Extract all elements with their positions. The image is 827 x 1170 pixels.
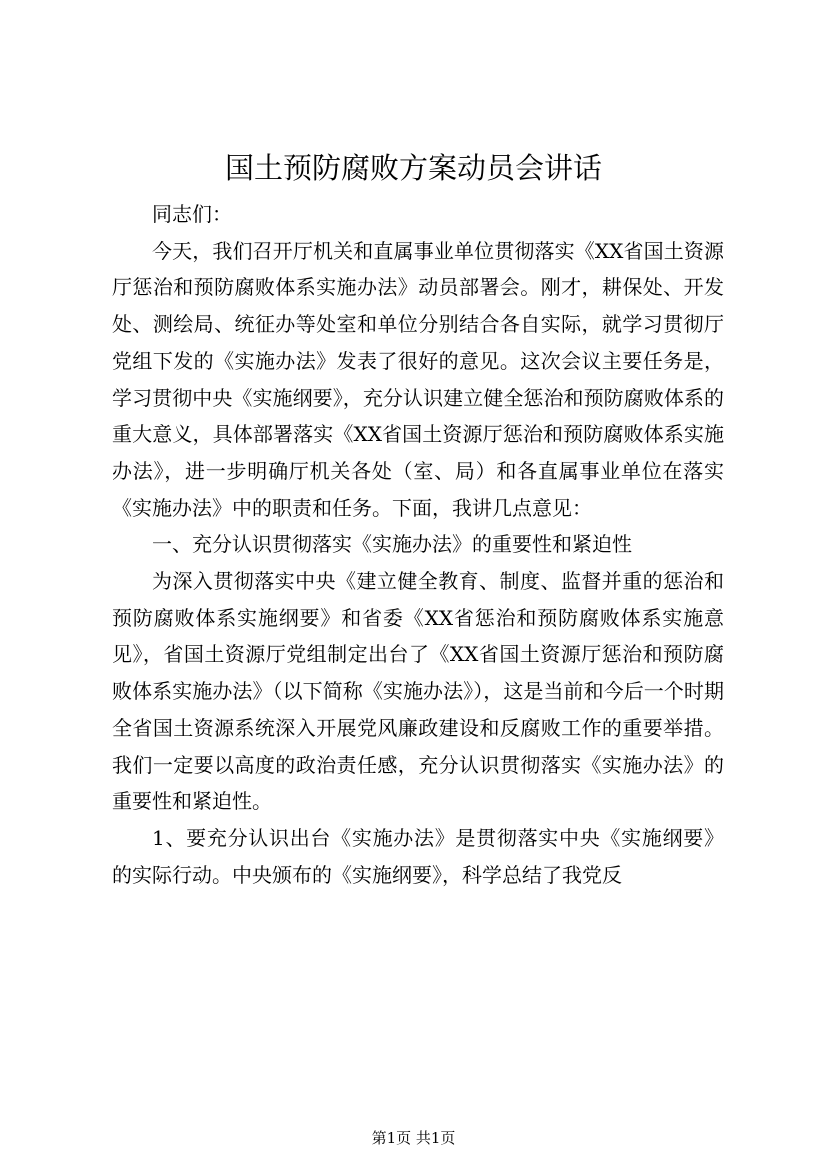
- point-1-paragraph: 1、要充分认识出台《实施办法》是贯彻落实中央《实施纲要》的实际行动。中央颁布的《实施纲要》，科学总结了我党反: [112, 825, 724, 887]
- document-body: [112, 196, 724, 893]
- intro-paragraph: 今天，我们召开厅机关和直属事业单位贯彻落实《XX省国土资源厅惩治和预防腐败体系实施办法》动员部署会。刚才，耕保处、开发处、测绘局、统征办等处室和单位分别结合各自实际，就学习贯彻厅党组下发的《实施办法》发表了很好的意见。这次会议主要任务是，学习贯彻中央《实施纲要》，充分认识建立健全惩治和预防腐败体系的重大意义，具体部署落实《XX省国土资源厅惩治和预防腐败体系实施办法》，进一步明确厅机关各处（室、局）和各直属事业单位在落实《实施办法》中的职责和任务。下面，我讲几点意见：: [112, 238, 724, 520]
- page-number-footer: 第1页 共1页: [371, 1129, 456, 1147]
- document-title: 国土预防腐败方案动员会讲话: [224, 151, 602, 185]
- section-1-paragraph: 为深入贯彻落实中央《建立健全教育、制度、监督并重的惩治和预防腐败体系实施纲要》和省委《XX省惩治和预防腐败体系实施意见》，省国土资源厅党组制定出台了《XX省国土资源厅惩治和预防腐败体系实施办法》（以下简称《实施办法》），这是当前和今后一个时期全省国土资源系统深入开展党风廉政建设和反腐败工作的重要举措。我们一定要以高度的政治责任感，充分认识贯彻落实《实施办法》的重要性和紧迫性。: [112, 569, 724, 814]
- section-heading-1: 一、充分认识贯彻落实《实施办法》的重要性和紧迫性: [152, 532, 632, 557]
- greeting-paragraph: 同志们：: [152, 202, 232, 226]
